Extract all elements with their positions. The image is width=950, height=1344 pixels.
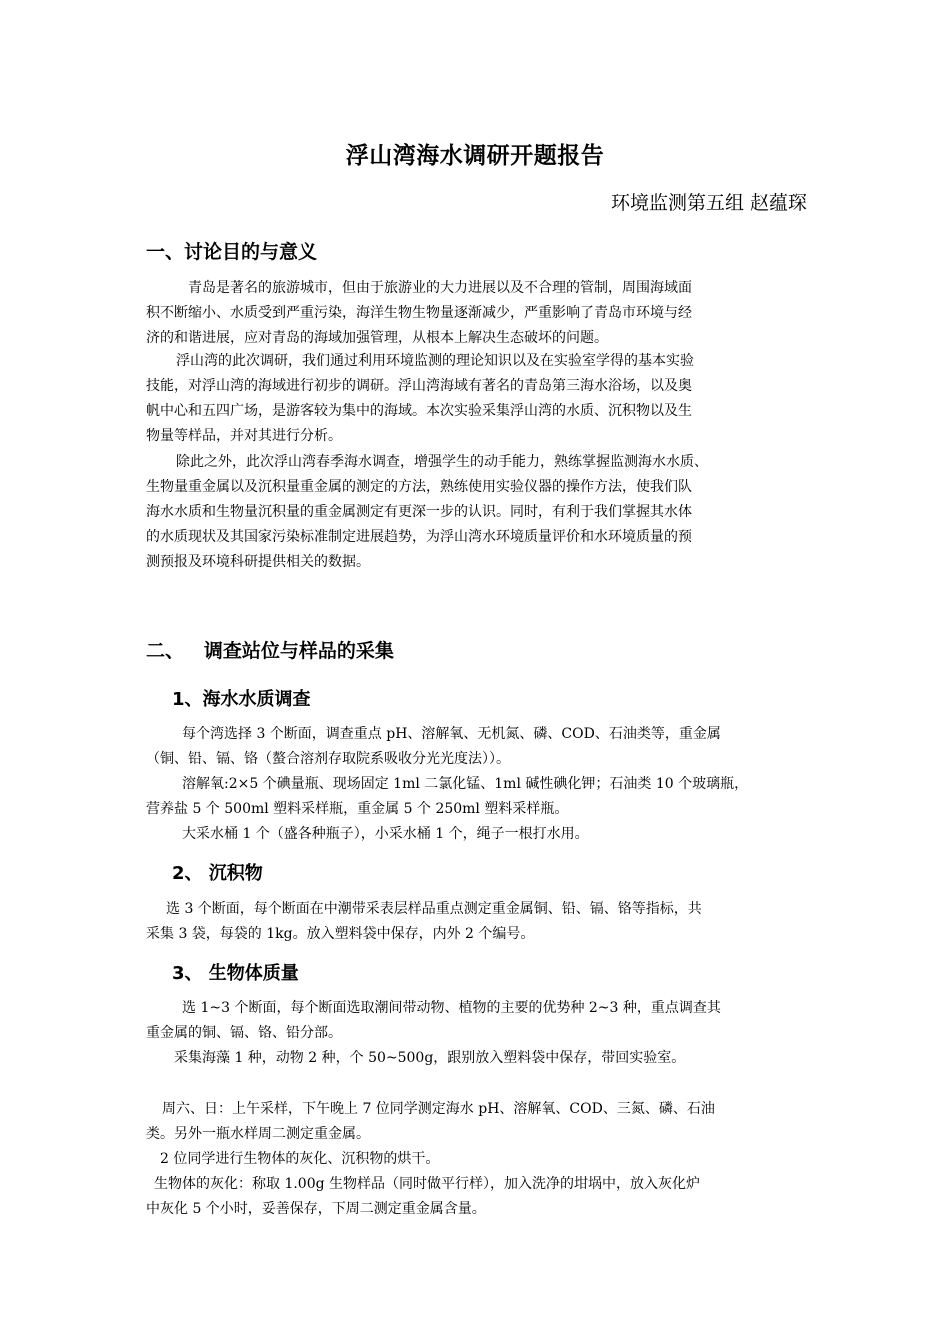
paragraph-line: 物量等样品，并对其进行分析。 <box>146 428 342 444</box>
schedule-paragraph1 <box>146 1097 811 1147</box>
paragraph-line: 积不断缩小、水质受到严重污染，海洋生物生物量逐渐减少，严重影响了青岛市环境与经 <box>146 305 692 321</box>
subsection1-paragraph3 <box>146 822 811 847</box>
section1-heading: 一、讨论目的与意义 <box>146 241 318 263</box>
schedule-paragraph3 <box>146 1172 811 1222</box>
schedule-paragraph2 <box>146 1147 811 1172</box>
section1-paragraph2 <box>146 349 811 449</box>
paragraph-line: 除此之外，此次浮山湾春季海水调查，增强学生的动手能力，熟练掌握监测海水水质、 <box>176 454 708 470</box>
document-title: 浮山湾海水调研开题报告 <box>345 143 605 169</box>
paragraph-line: 济的和谐进展，应对青岛的海域加强管理，从根本上解决生态破坏的问题。 <box>146 330 608 346</box>
paragraph-line: 测预报及环境科研提供相关的数据。 <box>146 554 370 570</box>
section2-heading: 二、 调查站位与样品的采集 <box>146 640 394 662</box>
subsection3-paragraph2 <box>146 1046 811 1071</box>
paragraph-line: 生物体的灰化：称取 1.00g 生物样品（同时做平行样），加入洗净的坩埚中，放入灰化炉 <box>154 1176 701 1192</box>
paragraph-line: 每个湾选择 3 个断面，调查重点 pH、溶解氧、无机氮、磷、COD、石油类等，重金属 <box>182 726 721 742</box>
subsection1-paragraph2 <box>146 772 811 822</box>
paragraph-line: 营养盐 5 个 500ml 塑料采样瓶，重金属 5 个 250ml 塑料采样瓶。 <box>146 801 569 817</box>
paragraph-line: 采集 3 袋，每袋的 1kg。放入塑料袋中保存，内外 2 个编号。 <box>146 926 535 942</box>
paragraph-line: 周六、日：上午采样，下午晚上 7 位同学测定海水 pH、溶解氧、COD、三氮、磷、石油 <box>162 1101 715 1117</box>
subsection1-paragraph1 <box>146 722 811 772</box>
subsection2-paragraph1 <box>146 897 811 947</box>
paragraph-line: （铜、铅、镉、铬（螯合溶剂存取院系吸收分光光度法））。 <box>146 751 510 767</box>
subsection3-paragraph1 <box>146 996 811 1046</box>
paragraph-line: 中灰化 5 个小时，妥善保存，下周二测定重金属含量。 <box>146 1201 486 1217</box>
paragraph-line: 重金属的铜、镉、铬、铅分部。 <box>146 1025 342 1041</box>
section1-paragraph1 <box>146 276 811 351</box>
paragraph-line: 技能，对浮山湾的海域进行初步的调研。浮山湾海域有著名的青岛第三海水浴场，以及奥 <box>146 378 692 394</box>
subsection1-heading: 1、海水水质调查 <box>172 689 311 710</box>
paragraph-line: 海水水质和生物量沉积量的重金属测定有更深一步的认识。同时，有利于我们掌握其水体 <box>146 504 692 520</box>
paragraph-line: 选 1~3 个断面，每个断面选取潮间带动物、植物的主要的优势种 2~3 种，重点调查其 <box>182 1000 721 1016</box>
paragraph-line: 的水质现状及其国家污染标准制定进展趋势，为浮山湾水环境质量评价和水环境质量的预 <box>146 529 692 545</box>
paragraph-line: 大采水桶 1 个（盛各种瓶子），小采水桶 1 个，绳子一根打水用。 <box>182 826 589 842</box>
paragraph-line: 选 3 个断面，每个断面在中潮带采表层样品重点测定重金属铜、铅、镉、铬等指标，共 <box>166 901 702 917</box>
paragraph-line: 生物量重金属以及沉积量重金属的测定的方法，熟练使用实验仪器的操作方法，使我们队 <box>146 479 692 495</box>
section1-paragraph3 <box>146 450 811 575</box>
paragraph-line: 青岛是著名的旅游城市，但由于旅游业的大力进展以及不合理的管制，周围海域面 <box>188 280 692 296</box>
subsection2-heading: 2、 沉积物 <box>172 863 263 884</box>
subsection3-heading: 3、 生物体质量 <box>172 963 299 984</box>
paragraph-line: 采集海藻 1 种，动物 2 种，个 50~500g，跟别放入塑料袋中保存，带回实验室。 <box>174 1050 686 1066</box>
document-author: 环境监测第五组 赵蕴琛 <box>610 192 807 214</box>
paragraph-line: 帆中心和五四广场，是游客较为集中的海域。本次实验采集浮山湾的水质、沉积物以及生 <box>146 403 692 419</box>
paragraph-line: 2 位同学进行生物体的灰化、沉积物的烘干。 <box>160 1151 440 1167</box>
paragraph-line: 浮山湾的此次调研，我们通过利用环境监测的理论知识以及在实验室学得的基本实验 <box>176 353 694 369</box>
paragraph-line: 溶解氧:2×5 个碘量瓶、现场固定 1ml 二氯化锰、1ml 碱性碘化钾；石油类 10 个玻璃瓶， <box>182 776 749 792</box>
paragraph-line: 类。另外一瓶水样周二测定重金属。 <box>146 1126 370 1142</box>
